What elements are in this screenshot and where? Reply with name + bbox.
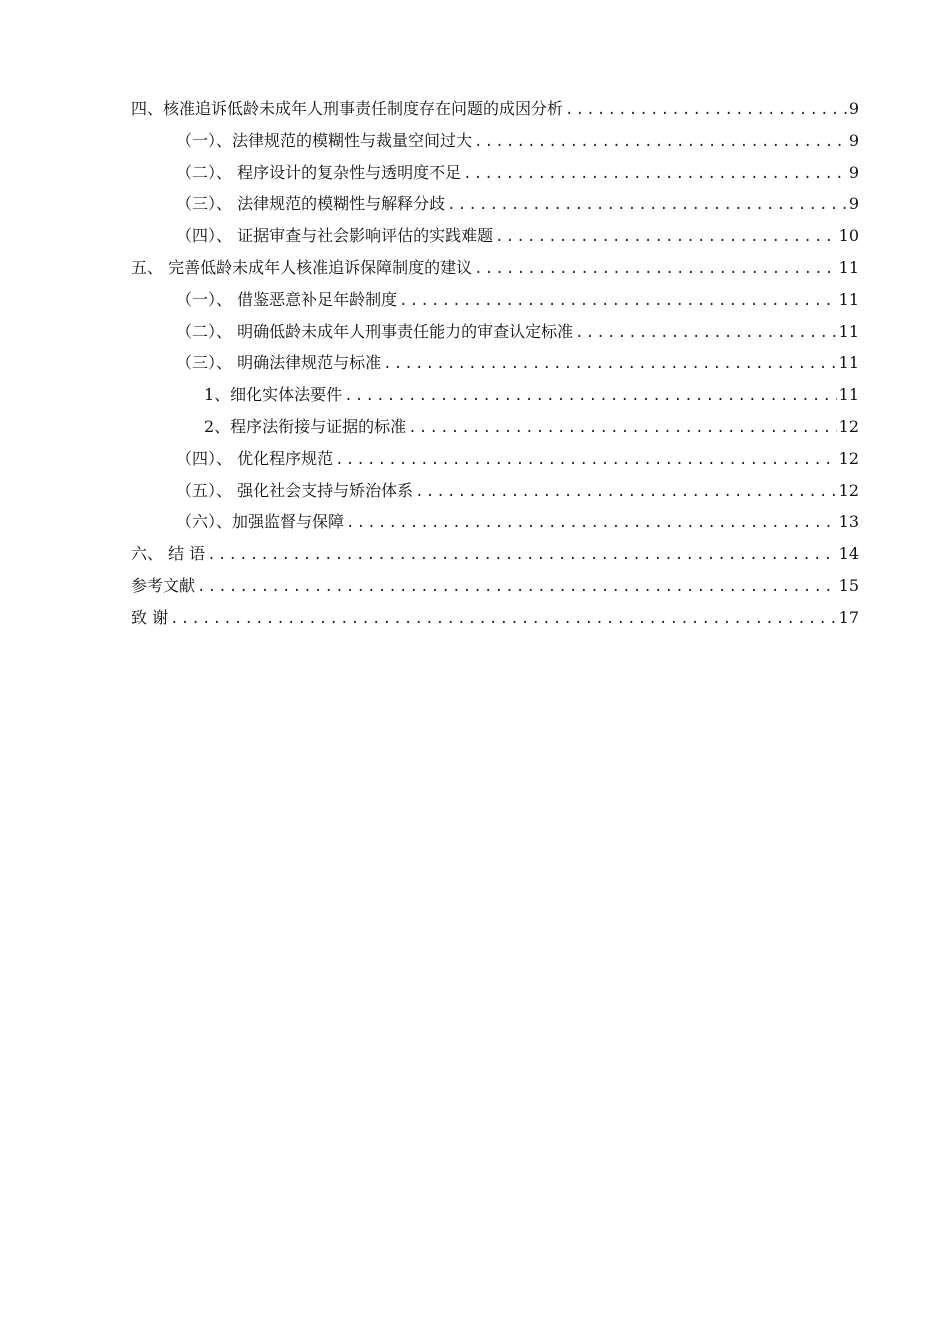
toc-entry[interactable] — [131, 188, 859, 220]
toc-entry-page: 12 — [838, 448, 859, 468]
toc-entry-title: 五、 完善低龄未成年人核准追诉保障制度的建议 — [131, 257, 473, 277]
toc-entry-page: 9 — [848, 194, 859, 214]
toc-entry-title: （三）、 法律规范的模糊性与解释分歧 — [176, 194, 446, 214]
toc-entry[interactable] — [131, 475, 859, 507]
toc-entry[interactable] — [131, 379, 859, 411]
toc-entry-title: 1、细化实体法要件 — [204, 385, 343, 405]
toc-leader-dots — [474, 127, 847, 159]
toc-entry-page: 12 — [838, 480, 859, 500]
toc-leader-dots — [415, 477, 837, 509]
toc-entry[interactable] — [131, 347, 859, 379]
toc-leader-dots — [344, 381, 836, 413]
toc-entry[interactable] — [131, 93, 859, 125]
toc-leader-dots — [565, 95, 847, 127]
toc-leader-dots — [383, 349, 837, 381]
toc-leader-dots — [197, 572, 837, 604]
toc-leader-dots — [346, 508, 837, 540]
toc-entry-page: 15 — [838, 575, 859, 595]
toc-entry-page: 9 — [848, 99, 859, 118]
toc-entry[interactable] — [131, 538, 859, 570]
toc-entry-page: 14 — [838, 544, 859, 564]
toc-entry-title: （一）、法律规范的模糊性与裁量空间过大 — [176, 130, 473, 150]
toc-entry[interactable] — [131, 252, 859, 284]
toc-entry-title: 六、 结 语 — [131, 544, 206, 564]
toc-entry-title: （二）、 明确低龄未成年人刑事责任能力的审查认定标准 — [176, 321, 574, 341]
toc-entry-page: 11 — [838, 289, 859, 309]
toc-entry[interactable] — [131, 284, 859, 316]
toc-entry-page: 10 — [838, 226, 859, 246]
toc-entry-page: 12 — [838, 416, 859, 436]
toc-entry-page: 11 — [838, 353, 859, 373]
toc-entry-title: （四）、 证据审查与社会影响评估的实践难题 — [176, 226, 494, 246]
toc-entry[interactable] — [131, 506, 859, 538]
toc-entry[interactable] — [131, 220, 859, 252]
toc-entry-title: （六）、加强监督与保障 — [176, 512, 345, 532]
toc-leader-dots — [495, 222, 837, 254]
toc-entry-page: 11 — [838, 321, 859, 341]
toc-entry-title: 参考文献 — [131, 575, 196, 595]
toc-entry[interactable] — [131, 443, 859, 475]
toc-entry-title: 2、程序法衔接与证据的标准 — [204, 416, 407, 436]
toc-entry-page: 13 — [838, 512, 859, 532]
toc-entry-title: 四、核准追诉低龄未成年人刑事责任制度存在问题的成因分析 — [131, 99, 564, 118]
toc-entry-page: 9 — [848, 130, 859, 150]
toc-leader-dots — [399, 286, 837, 318]
toc-entry-title: （二）、 程序设计的复杂性与透明度不足 — [176, 162, 462, 182]
toc-entry[interactable] — [131, 316, 859, 348]
toc-leader-dots — [447, 190, 847, 222]
toc-entry-title: （一）、 借鉴恶意补足年龄制度 — [176, 289, 398, 309]
toc-entry[interactable] — [131, 157, 859, 189]
toc-entry-title: （三）、 明确法律规范与标准 — [176, 353, 382, 373]
toc-entry-title: 致 谢 — [131, 607, 169, 627]
toc-entry[interactable] — [131, 570, 859, 602]
toc-entry-title: （四）、 优化程序规范 — [176, 448, 334, 468]
toc-leader-dots — [575, 318, 837, 350]
toc-entry-page: 11 — [838, 385, 859, 405]
table-of-contents — [131, 93, 859, 634]
toc-leader-dots — [474, 254, 837, 286]
toc-leader-dots — [207, 540, 836, 572]
toc-entry-page: 11 — [838, 257, 859, 277]
toc-leader-dots — [408, 413, 836, 445]
toc-leader-dots — [335, 445, 837, 477]
toc-entry-page: 17 — [838, 607, 859, 627]
toc-entry[interactable] — [131, 602, 859, 634]
toc-entry-title: （五）、 强化社会支持与矫治体系 — [176, 480, 414, 500]
toc-leader-dots — [170, 604, 837, 636]
toc-entry-page: 9 — [848, 162, 859, 182]
toc-entry[interactable] — [131, 125, 859, 157]
toc-entry[interactable] — [131, 411, 859, 443]
toc-leader-dots — [463, 159, 847, 191]
